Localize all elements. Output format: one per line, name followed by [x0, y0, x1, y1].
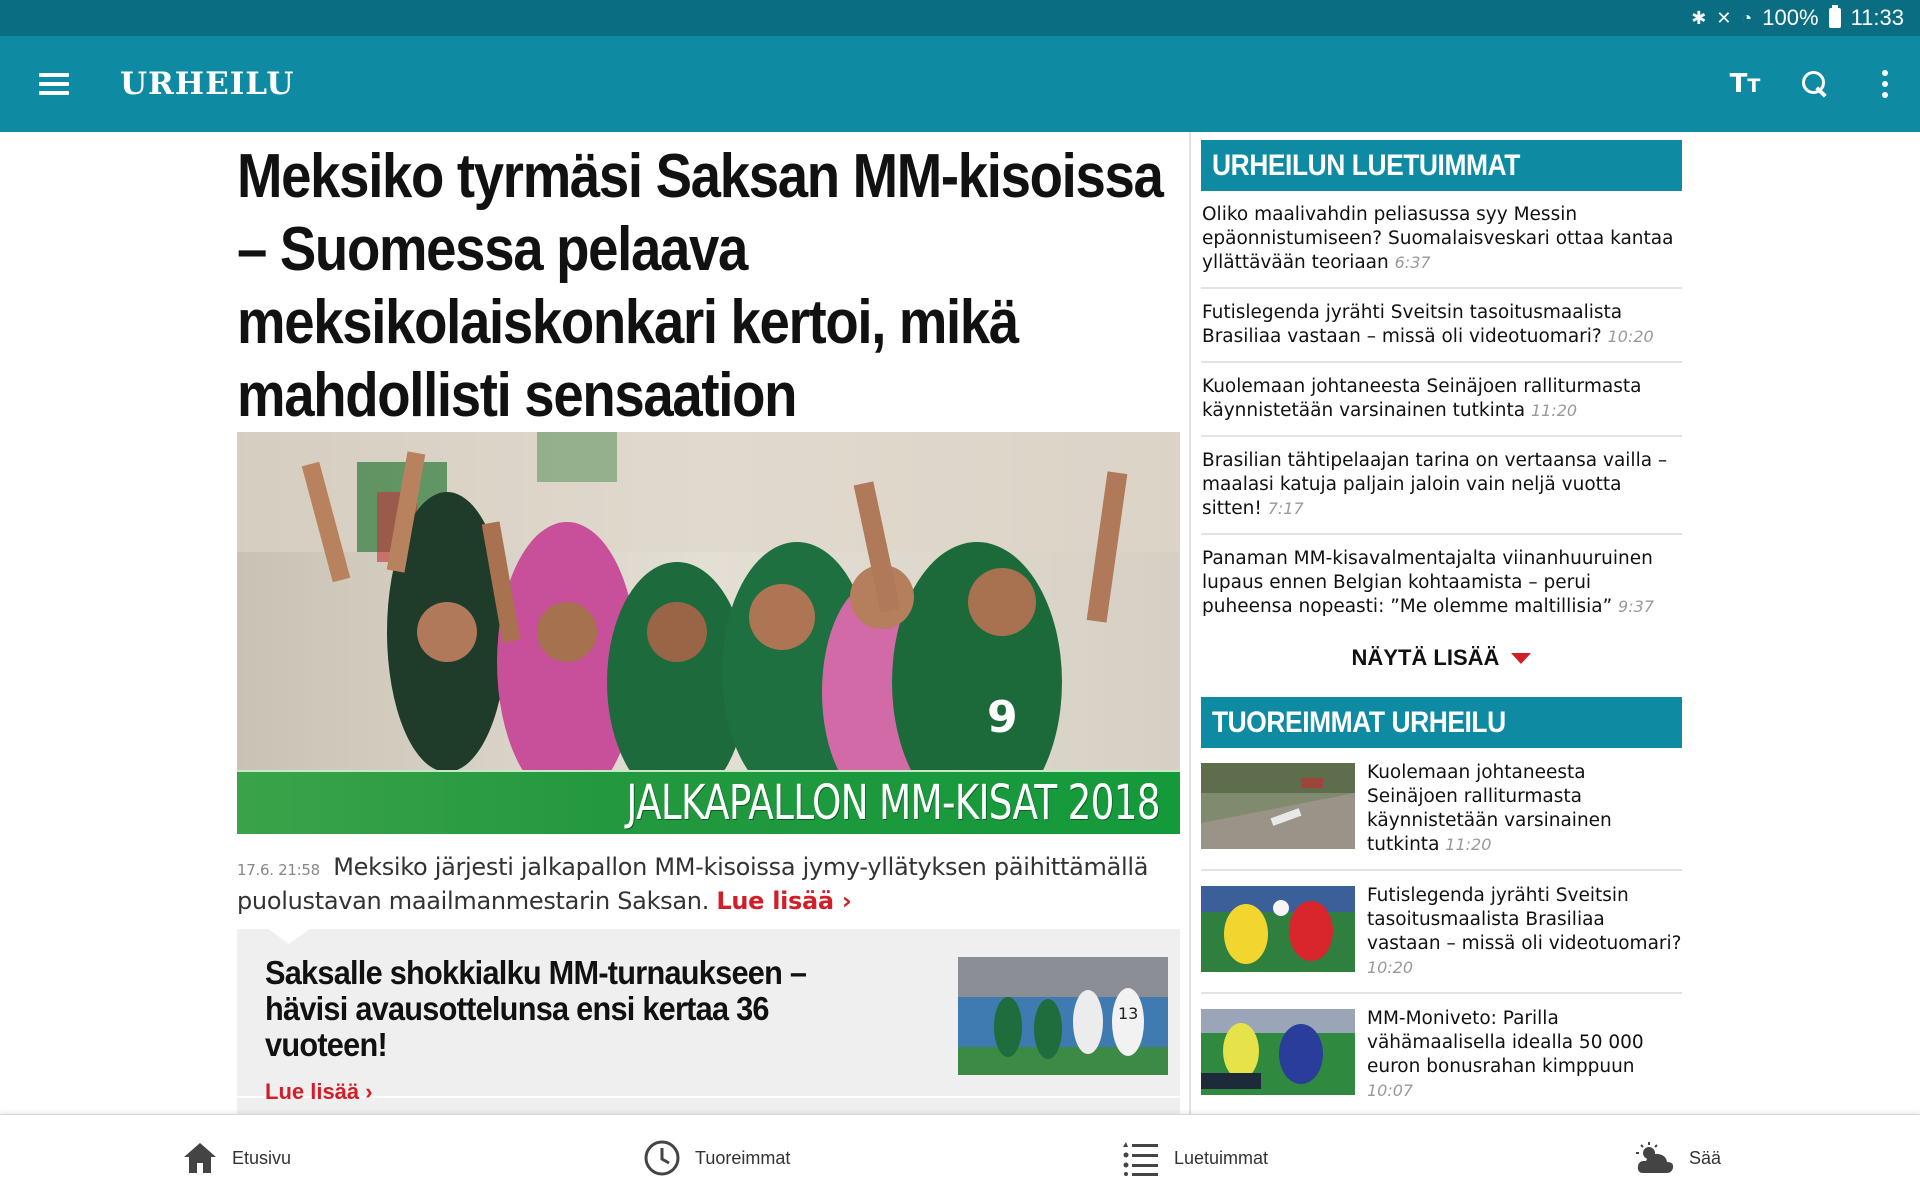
article-timestamp: 17.6. 21:58 — [237, 861, 320, 879]
nav-label: Etusivu — [232, 1147, 292, 1168]
battery-percent: 100% — [1762, 5, 1819, 30]
nav-label: Tuoreimmat — [695, 1147, 791, 1168]
fresh-item[interactable] — [1201, 748, 1682, 871]
fresh-list — [1201, 748, 1682, 1114]
main-column — [237, 132, 1180, 1114]
popular-item[interactable] — [1201, 363, 1682, 437]
clock-icon — [643, 1139, 681, 1177]
text-size-button[interactable] — [1710, 36, 1780, 132]
popular-item-time: 6:37 — [1394, 253, 1431, 272]
fresh-item-title: Kuolemaan johtaneesta Seinäjoen ralliturmasta käynnistetään varsinainen tutkinta — [1367, 762, 1612, 855]
popular-list — [1201, 191, 1682, 631]
clock-time: 11:33 — [1850, 5, 1904, 30]
fresh-item-time: 11:20 — [1445, 835, 1492, 854]
related-read-more-link[interactable]: Lue lisää › — [265, 1079, 373, 1104]
list-icon — [1122, 1140, 1160, 1176]
home-icon — [182, 1140, 218, 1176]
weather-icon — [1635, 1141, 1675, 1175]
svg-text:13: 13 — [1118, 1004, 1139, 1023]
article-headline[interactable]: Meksiko tyrmäsi Saksan MM-kisoissa – Suomessa pelaava meksikolaiskonkari kertoi, mikä mahdollisti sensaation — [237, 142, 1163, 430]
more-vert-icon — [1882, 70, 1888, 98]
fresh-item[interactable] — [1201, 994, 1682, 1114]
column-divider — [1189, 132, 1191, 1114]
popular-item-time: 10:20 — [1607, 327, 1654, 346]
fresh-item-thumbnail — [1201, 763, 1355, 849]
bluetooth-icon: ✱ — [1691, 7, 1707, 28]
popular-item-title: Kuolemaan johtaneesta Seinäjoen ralliturmasta käynnistetään varsinainen tutkinta — [1202, 376, 1642, 421]
fresh-item-time: 10:20 — [1367, 958, 1414, 977]
fresh-heading-text: TUOREIMMAT URHEILU — [1212, 705, 1506, 739]
popular-item[interactable] — [1201, 191, 1682, 289]
hamburger-icon — [39, 73, 69, 95]
related-story-title: Saksalle shokkialku MM-turnaukseen – hävisi avausottelunsa ensi kertaa 36 vuoteen! — [265, 954, 807, 1063]
app-bar — [0, 36, 1920, 132]
hero-banner-text: JALKAPALLON MM-KISAT 2018 — [626, 775, 1160, 831]
nav-tuoreimmat[interactable] — [643, 1115, 790, 1200]
nav-etusivu[interactable] — [182, 1115, 291, 1200]
fresh-item-title: MM-Moniveto: Parilla vähämaalisella idealla 50 000 euron bonusrahan kimppuun — [1367, 1008, 1644, 1077]
popular-item[interactable] — [1201, 437, 1682, 535]
fresh-item-thumbnail — [1201, 1009, 1355, 1095]
popular-heading-text: URHEILUN LUETUIMMAT — [1212, 148, 1520, 182]
bottom-navigation — [0, 1114, 1920, 1200]
lead-read-more-link[interactable]: Lue lisää › — [716, 887, 852, 915]
text-size-icon: TT — [1729, 69, 1761, 99]
fresh-item-title: Futislegenda jyrähti Sveitsin tasoitusmaalista Brasiliaa vastaan – missä oli videotuomari? — [1367, 885, 1682, 954]
popular-item[interactable] — [1201, 289, 1682, 363]
popular-heading — [1201, 140, 1682, 191]
sidebar — [1201, 140, 1682, 1114]
fresh-heading — [1201, 697, 1682, 748]
popular-item[interactable] — [1201, 535, 1682, 631]
popular-item-time: 9:37 — [1618, 597, 1654, 616]
search-icon — [1802, 71, 1828, 97]
popular-item-title: Brasilian tähtipelaajan tarina on vertaansa vailla – maalasi katuja paljain jaloin vain neljä vuotta sitten! — [1202, 450, 1668, 519]
battery-icon — [1829, 8, 1841, 28]
caret-down-icon — [1511, 653, 1531, 664]
nav-saa[interactable] — [1635, 1115, 1721, 1200]
show-more-label: NÄYTÄ LISÄÄ — [1351, 645, 1500, 670]
hero-image[interactable] — [237, 432, 1180, 834]
popular-item-time: 11:20 — [1530, 401, 1578, 420]
overflow-menu-button[interactable] — [1850, 36, 1920, 132]
popular-item-title: Futislegenda jyrähti Sveitsin tasoitusmaalista Brasiliaa vastaan – missä oli videotuomari? — [1202, 302, 1623, 347]
menu-button[interactable] — [0, 36, 108, 132]
callout-notch — [267, 928, 311, 944]
related-story-thumbnail — [958, 957, 1168, 1075]
show-more-button[interactable] — [1201, 631, 1682, 685]
fresh-item[interactable] — [1201, 871, 1682, 994]
fresh-item-time: 10:07 — [1367, 1081, 1414, 1100]
lead-text: Meksiko järjesti jalkapallon MM-kisoissa jymy-yllätyksen päihittämällä puolustavan maailmanmestarin Saksan. — [237, 853, 1149, 915]
search-button[interactable] — [1780, 36, 1850, 132]
nav-label: Sää — [1689, 1147, 1722, 1168]
popular-item-title: Panaman MM-kisavalmentajalta viinanhuuruinen lupaus ennen Belgian kohtaamista – perui puheensa nopeasti: ”Me olemme maltillisia” — [1202, 548, 1653, 617]
app-title: URHEILU — [120, 66, 295, 102]
popular-item-title: Oliko maalivahdin peliasussa syy Messin epäonnistumiseen? Suomalaisveskari ottaa kantaa yllättävään teoriaan — [1202, 204, 1674, 273]
nav-label: Luetuimmat — [1174, 1147, 1269, 1168]
status-bar — [0, 0, 1920, 36]
svg-text:9: 9 — [987, 692, 1018, 743]
wifi-icon: ◔ — [1741, 7, 1753, 28]
fresh-item-thumbnail — [1201, 886, 1355, 972]
nav-luetuimmat[interactable] — [1122, 1115, 1268, 1200]
mute-icon: ✕ — [1716, 7, 1732, 28]
related-stories — [237, 929, 1180, 1114]
hero-photo — [237, 432, 1180, 770]
hero-banner — [237, 770, 1180, 834]
article-lead — [237, 852, 1180, 917]
popular-item-time: 7:17 — [1267, 499, 1304, 518]
related-story[interactable] — [237, 929, 1180, 1104]
